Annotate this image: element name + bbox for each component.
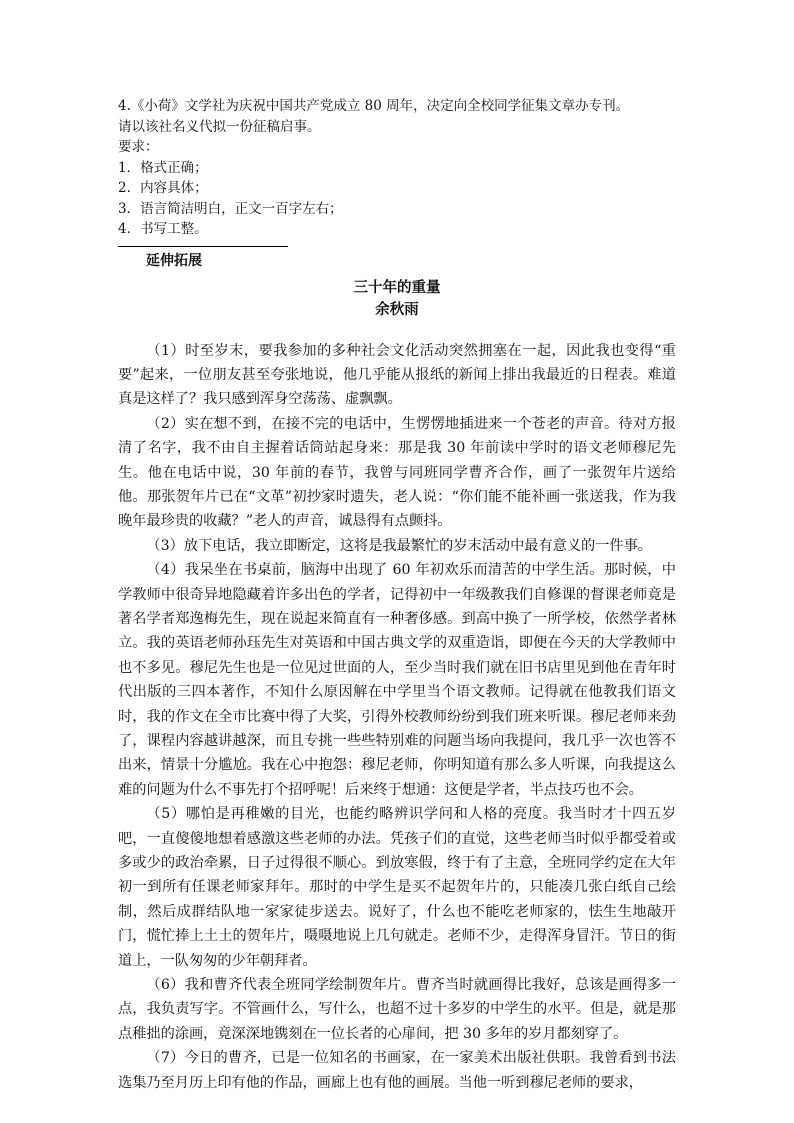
requirements-heading: 要求：: [118, 139, 159, 155]
article-title: 三十年的重量: [353, 279, 441, 296]
task-prompt-line: 请以该社名义代拟一份征稿启事。: [118, 118, 321, 135]
requirement-item: 1．格式正确；: [118, 159, 208, 176]
article-paragraph: （7）今日的曹齐，已是一位知名的书画家，在一家美术出版社供职。我曾看到书法选集乃至月历上印有他的作品，画廊上也有他的画展。当他一听到穆尼老师的要求，: [118, 1050, 676, 1091]
requirement-item: 4．书写工整。: [118, 221, 208, 237]
requirement-item: 3．语言简洁明白，正文一百字左右；: [118, 200, 343, 217]
writing-task: [118, 96, 676, 240]
article-paragraph: （5）哪怕是再稚嫩的目光，也能约略辨识学问和人格的亮度。我当时才十四五岁吧，一直傻傻地想着感激这些老师的办法。凭孩子们的直觉，这些老师当时似乎都受着或多或少的政治牵累，日子过得很不顺心。到放寒假，终于有了主意，全班同学约定在大年初一到所有任课老师家拜年。那时的中学生是买不起贺年片的，只能凑几张白纸自己绘制，然后成群结队地一家家徒步送去。说好了，什么也不能吃老师家的，怯生生地敲开门，慌忙捧上土土的贺年片，嗫嗫地说上几句就走。老师不少，走得浑身冒汗。节日的街道上，一队匆匆的少年朝拜者。: [118, 806, 676, 969]
requirement-item: 2．内容具体；: [118, 180, 208, 196]
divider-line: [118, 246, 288, 247]
page-content: [118, 96, 676, 1095]
article-paragraph: （2）实在想不到，在接不完的电话中，生愣愣地插进来一个苍老的声音。待对方报清了名字，我不由自主握着话筒站起身来：那是我 30 年前读中学时的语文老师穆尼先生。他在电话中说，30 年前的春节，我曾与同班同学曹齐合作，画了一张贺年片送给他。那张贺年片已在“文革”初抄家时遗失，老人说：“你们能不能补画一张送我，作为我晚年最珍贵的收藏？”老人的声音，诚恳得有点颤抖。: [118, 415, 676, 530]
article-author: 余秋雨: [375, 301, 419, 318]
article-paragraph: （3）放下电话，我立即断定，这将是我最繁忙的岁末活动中最有意义的一件事。: [146, 537, 652, 554]
article-paragraph: （6）我和曹齐代表全班同学绘制贺年片。曹齐当时就画得比我好，总该是画得多一点，我负责写字。不管画什么，写什么，也超不过十多岁的中学生的水平。但是，就是那点稚拙的涂画，竟深深地镌刻在一位长者的心扉间，把 30 多年的岁月都刻穿了。: [118, 977, 676, 1042]
task-prompt-line: 4.《小荷》文学社为庆祝中国共产党成立 80 周年，决定向全校同学征集文章办专刊。: [118, 98, 630, 114]
article-paragraph: （1）时至岁末，要我参加的多种社会文化活动突然拥塞在一起，因此我也变得“重要”起来，一位朋友甚至夸张地说，他几乎能从报纸的新闻上排出我最近的日程表。难道真是这样了？我只感到浑身空荡荡、虚飘飘。: [118, 342, 676, 408]
article-body: [118, 339, 676, 1096]
article-paragraph: （4）我呆坐在书桌前，脑海中出现了 60 年初欢乐而清苦的中学生活。那时候，中学教师中很奇异地隐藏着许多出色的学者，记得初中一年级教我们自修课的督课老师竟是著名学者郑逸梅先生，现在说起来简直有一种奢侈感。到高中换了一所学校，依然学者林立。我的英语老师孙珏先生对英语和中国古典文学的双重造诣，即便在今天的大学教师中也不多见。穆尼先生也是一位见过世面的人，至少当时我们就在旧书店里见到他在青年时代出版的三四本著作，不知什么原因解在中学里当个语文教师。记得就在他教我们语文时，我的作文在全市比赛中得了大奖，引得外校教师纷纷到我们班来听课。穆尼老师来劲了，课程内容越讲越深，而且专挑一些些特别难的问题当场向我提问，我几乎一次也答不出来，情景十分尴尬。我在心中抱怨：穆尼老师，你明知道有那么多人听课，向我提这么难的问题为什么不事先打个招呼呢！后来终于想通：这便是学者，半点技巧也不会。: [118, 562, 676, 798]
section-title: 延伸拓展: [146, 252, 202, 269]
